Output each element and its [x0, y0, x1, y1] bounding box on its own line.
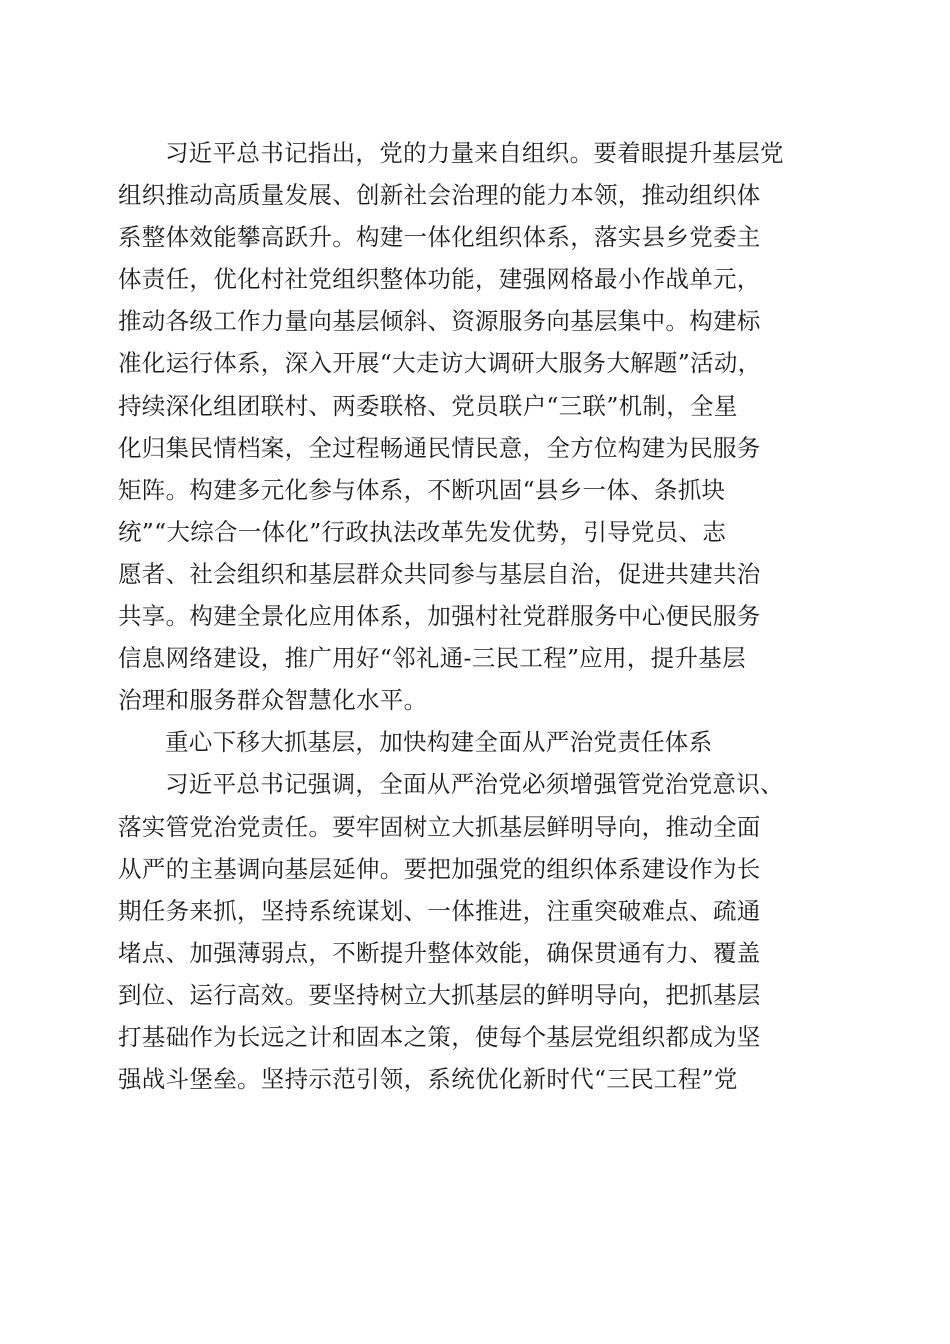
paragraph-1-line-12: 共享。构建全景化应用体系，加强村社党群服务中心便民服务 — [118, 602, 761, 631]
paragraph-1-line-1: 习近平总书记指出，党的力量来自组织。要着眼提升基层党 — [165, 139, 784, 167]
paragraph-1-line-2: 组织推动高质量发展、创新社会治理的能力本领，推动组织体 — [118, 181, 761, 210]
paragraph-2-line-3: 从严的主基调向基层延伸。要把加强党的组织体系建设作为长 — [118, 854, 761, 883]
paragraph-2-line-6: 到位、运行高效。要坚持树立大抓基层的鲜明导向，把抓基层 — [118, 980, 761, 1009]
section-heading: 重心下移大抓基层，加快构建全面从严治党责任体系 — [165, 728, 713, 757]
paragraph-1-line-6: 准化运行体系，深入开展“大走访大调研大服务大解题”活动， — [118, 349, 762, 378]
paragraph-2-line-1: 习近平总书记强调，全面从严治党必须增强管党治党意识、 — [165, 770, 784, 799]
paragraph-1-line-9: 矩阵。构建多元化参与体系，不断巩固“县乡一体、条抓块 — [118, 475, 726, 504]
paragraph-1-line-3: 系整体效能攀高跃升。构建一体化组织体系，落实县乡党委主 — [118, 223, 761, 252]
paragraph-1-line-14: 治理和服务群众智慧化水平。 — [118, 686, 428, 715]
paragraph-2-line-8: 强战斗堡垒。坚持示范引领，系统优化新时代“三民工程”党 — [118, 1065, 738, 1094]
paragraph-1-line-4: 体责任，优化村社党组织整体功能，建强网格最小作战单元， — [118, 265, 761, 294]
paragraph-1-line-7: 持续深化组团联村、两委联格、党员联户“三联”机制，全星 — [118, 391, 738, 420]
paragraph-1-line-5: 推动各级工作力量向基层倾斜、资源服务向基层集中。构建标 — [118, 307, 761, 336]
paragraph-1-line-8: 化归集民情档案，全过程畅通民情民意，全方位构建为民服务 — [118, 433, 761, 462]
paragraph-2-line-2: 落实管党治党责任。要牢固树立大抓基层鲜明导向，推动全面 — [118, 812, 761, 841]
paragraph-1-line-13: 信息网络建设，推广用好“邻礼通-三民工程”应用，提升基层 — [118, 644, 746, 673]
paragraph-1-line-10: 统”“大综合一体化”行政执法改革先发优势，引导党员、志 — [118, 517, 727, 546]
paragraph-2-line-5: 堵点、加强薄弱点，不断提升整体效能，确保贯通有力、覆盖 — [118, 938, 761, 967]
paragraph-1-line-11: 愿者、社会组织和基层群众共同参与基层自治，促进共建共治 — [118, 559, 761, 588]
paragraph-2-line-7: 打基础作为长远之计和固本之策，使每个基层党组织都成为坚 — [118, 1022, 761, 1051]
paragraph-2-line-4: 期任务来抓，坚持系统谋划、一体推进，注重突破难点、疏通 — [118, 896, 761, 925]
document-body — [118, 132, 838, 1100]
